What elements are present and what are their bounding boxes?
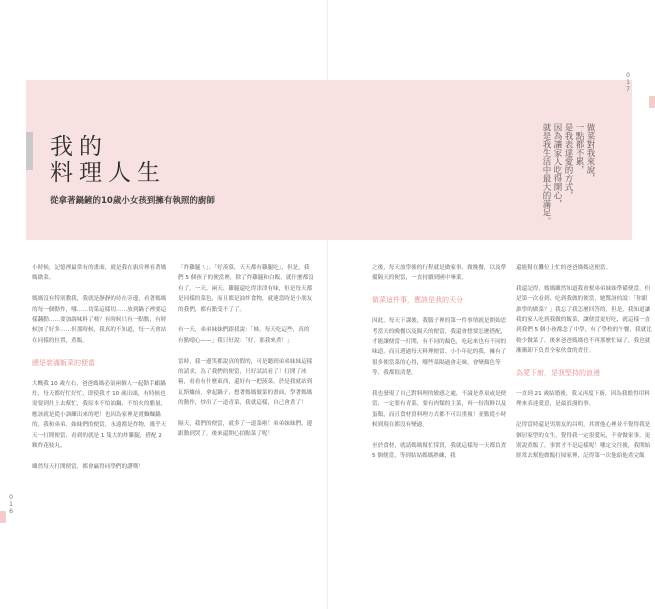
- body-paragraph: 至於食材，就請媽媽幫忙採買，我就這樣每一天都負責 5 個便當，等到姑姑媽媽熟練，我: [372, 443, 507, 460]
- body-paragraph: 我也發現了自己對料理的敏感之處，不論是煮桌或是便當，一定要有青菜，要有肉類的主菜，再一份海鮮以及蛋類，而且食材買料理方式都不可以重複！並點從小時候到現在都沒有變過。: [372, 391, 507, 429]
- body-paragraph: 當時，我一邊笑都說真的假的，可是聽到弟弟妹妹這樣的請求，為了我們的便當，只好試試看了！打開了冰箱，看看有什麼東西，還好有一把菠菜，於是我就站到瓦斯爐前，拿起鍋子，想著媽媽做菜的畫面，學著媽媽的動作，炒出了一道青菜，我就這樣，自己會煮了！: [178, 358, 313, 407]
- text-column-4: [516, 263, 652, 472]
- body-paragraph: 因此，每天下課後，我腦子裡的第一件事情就是開始思考當天的晚餐以及隔天的便當，我還會想要怎麼搭配，才能讓便當一打開，有不同的顏色，吃起來也有不同的味道，而且透過每天料理便當、小小年紀的我，擁有了很多便當菜的心得，哪些菜隔過會走味，會變顏色等等，我都很清楚。: [372, 318, 507, 377]
- body-paragraph: 有一天，弟弟妹妹們跟我說：「姊，每天吃這些，真的有點噁心——」我只好說：「好，那我來煮！」: [178, 327, 310, 344]
- body-paragraph: 「炸雞腿ㄟ」、「好羨慕，天天都有雞腿吃」，但是，我們 5 個孩子的便當裡，除了炸雞腿和白飯，就什麼都沒有了。一天、兩天、雞腿還吃得津津有味，但是每天都是同樣的菜色，而且都是油炸食物，就連當時是小朋友的我們，都有點受不了了。: [178, 265, 314, 313]
- body-paragraph: 雖然每天打開便當，都會贏得同學們的讚嘆！: [32, 463, 144, 470]
- vertical-quote-line: 就是我生活中最大的滿足。: [541, 123, 551, 225]
- body-paragraph: 一直到 21 歲結婚後，我又再度下廚，因為我擔得用料理來表達愛意，是最浪漫的事。: [516, 391, 650, 408]
- vertical-quote-line: 因為讓家人吃得開心，: [552, 123, 562, 208]
- section-heading: 為愛下廚，是我堅持的浪漫: [516, 369, 600, 378]
- body-paragraph: 還能幫在攤位上忙的爸爸媽媽送便當。: [516, 265, 612, 271]
- text-column-3: [372, 263, 508, 472]
- vertical-quote-line: 是我表達愛的方式，: [563, 123, 573, 200]
- body-paragraph: 大概我 10 歲左右，爸爸媽媽必須兩個人一起動手顧鍋灶，每天都好忙好忙，即使我才 10 歲出頭，有時候也需要到灶上去幫忙，我原本不怕油鍋、不怕火的膽量，應該就是從小訓練出來的吧！也因為家裡是賣麵麵鍋的，我和弟弟、妹妹們的便當，永遠都是炸物，幾乎天天一打開便當，看到的就是 1 隻大的炸雞腿，搭配 2 顆炸花枝丸。: [32, 380, 167, 450]
- body-paragraph: 小時候，記憶裡最常有的畫面，就是我在廚房裡看著媽媽做菜。: [32, 265, 167, 282]
- chapter-title-line-1: 我的: [50, 134, 108, 160]
- title-accent-bar: [26, 132, 33, 170]
- vertical-quote-line: 一點都不累，: [574, 123, 584, 174]
- page-number-digit: 1: [626, 79, 630, 86]
- body-paragraph: 隔天，我們的便當，就多了一道菜啦！弟弟妹妹們，邊跟動到哭了，後來還開心拍點菜了呢！: [178, 421, 313, 438]
- chapter-title-line-2: 料理人生: [50, 160, 166, 186]
- page-number-digit: 6: [9, 508, 13, 515]
- page-number-right: [624, 72, 632, 93]
- vertical-quote: [540, 123, 595, 241]
- page-tab-right: [649, 96, 655, 108]
- section-heading: 做菜這件事，應該是我的天分: [372, 296, 463, 305]
- body-paragraph: 媽媽沒有特別教我，我就是靜靜的待在旁邊，看著媽媽的每一個動作，哪……切菜這樣切……放到鍋子裡要這樣翻動……要加調味料了嗎？有時候只有一點點，有時候加了好多……但那時候，我真的不知道，每一天會站在同樣的位置，煮飯。: [32, 296, 167, 344]
- body-paragraph: 記得當時還是男朋友的昌明，其實他心裡並不覺得我是個居家型的女生，覺得我一定很愛玩，不會做家事，更別說煮飯了，事實才不是這樣呢！哪定交往後，我開始經常去幫他做飯打掃家裡，記得第一次他給他煮完飯: [516, 422, 651, 460]
- body-paragraph: 之後，每天放學後的行程就是做家事、做晚餐，以及準備隔天的便當，一直持續到國中畢業。: [372, 265, 507, 282]
- chapter-subtitle: 從拿著鍋鏟的10歲小女孩到擁有執照的廚師: [50, 196, 215, 206]
- page-number-digit: 0: [9, 494, 13, 501]
- text-column-2: [178, 263, 314, 450]
- page-number-digit: 1: [9, 501, 13, 508]
- page-tab-left: [0, 511, 6, 523]
- text-column-1: [32, 263, 168, 483]
- section-heading: 總是裝滿飯菜的便當: [32, 358, 95, 367]
- page-number-digit: 7: [626, 86, 630, 93]
- vertical-quote-line: 做菜對我來說，: [585, 123, 595, 183]
- page-number-digit: 0: [626, 72, 630, 79]
- page-number-left: [7, 494, 15, 515]
- body-paragraph: 我還記得，媽媽雖然知道我會幫弟弟妹妹準備便當，但是第一次看到、吃到我做的便當，她驚訝的說：「你跟誰學的做菜？」我忘了我怎麼回答的，但是，我知道讓我的家人吃到我做的飯菜，讓便當更好吃，就這樣一直到我們 5 個小孩都念了中學，有了學校的午餐，我就比較少做菜了，後來爸爸媽媽也不再那麼忙碌了，我也就漸漸卸下負責全家伙食的責任。: [516, 285, 652, 355]
